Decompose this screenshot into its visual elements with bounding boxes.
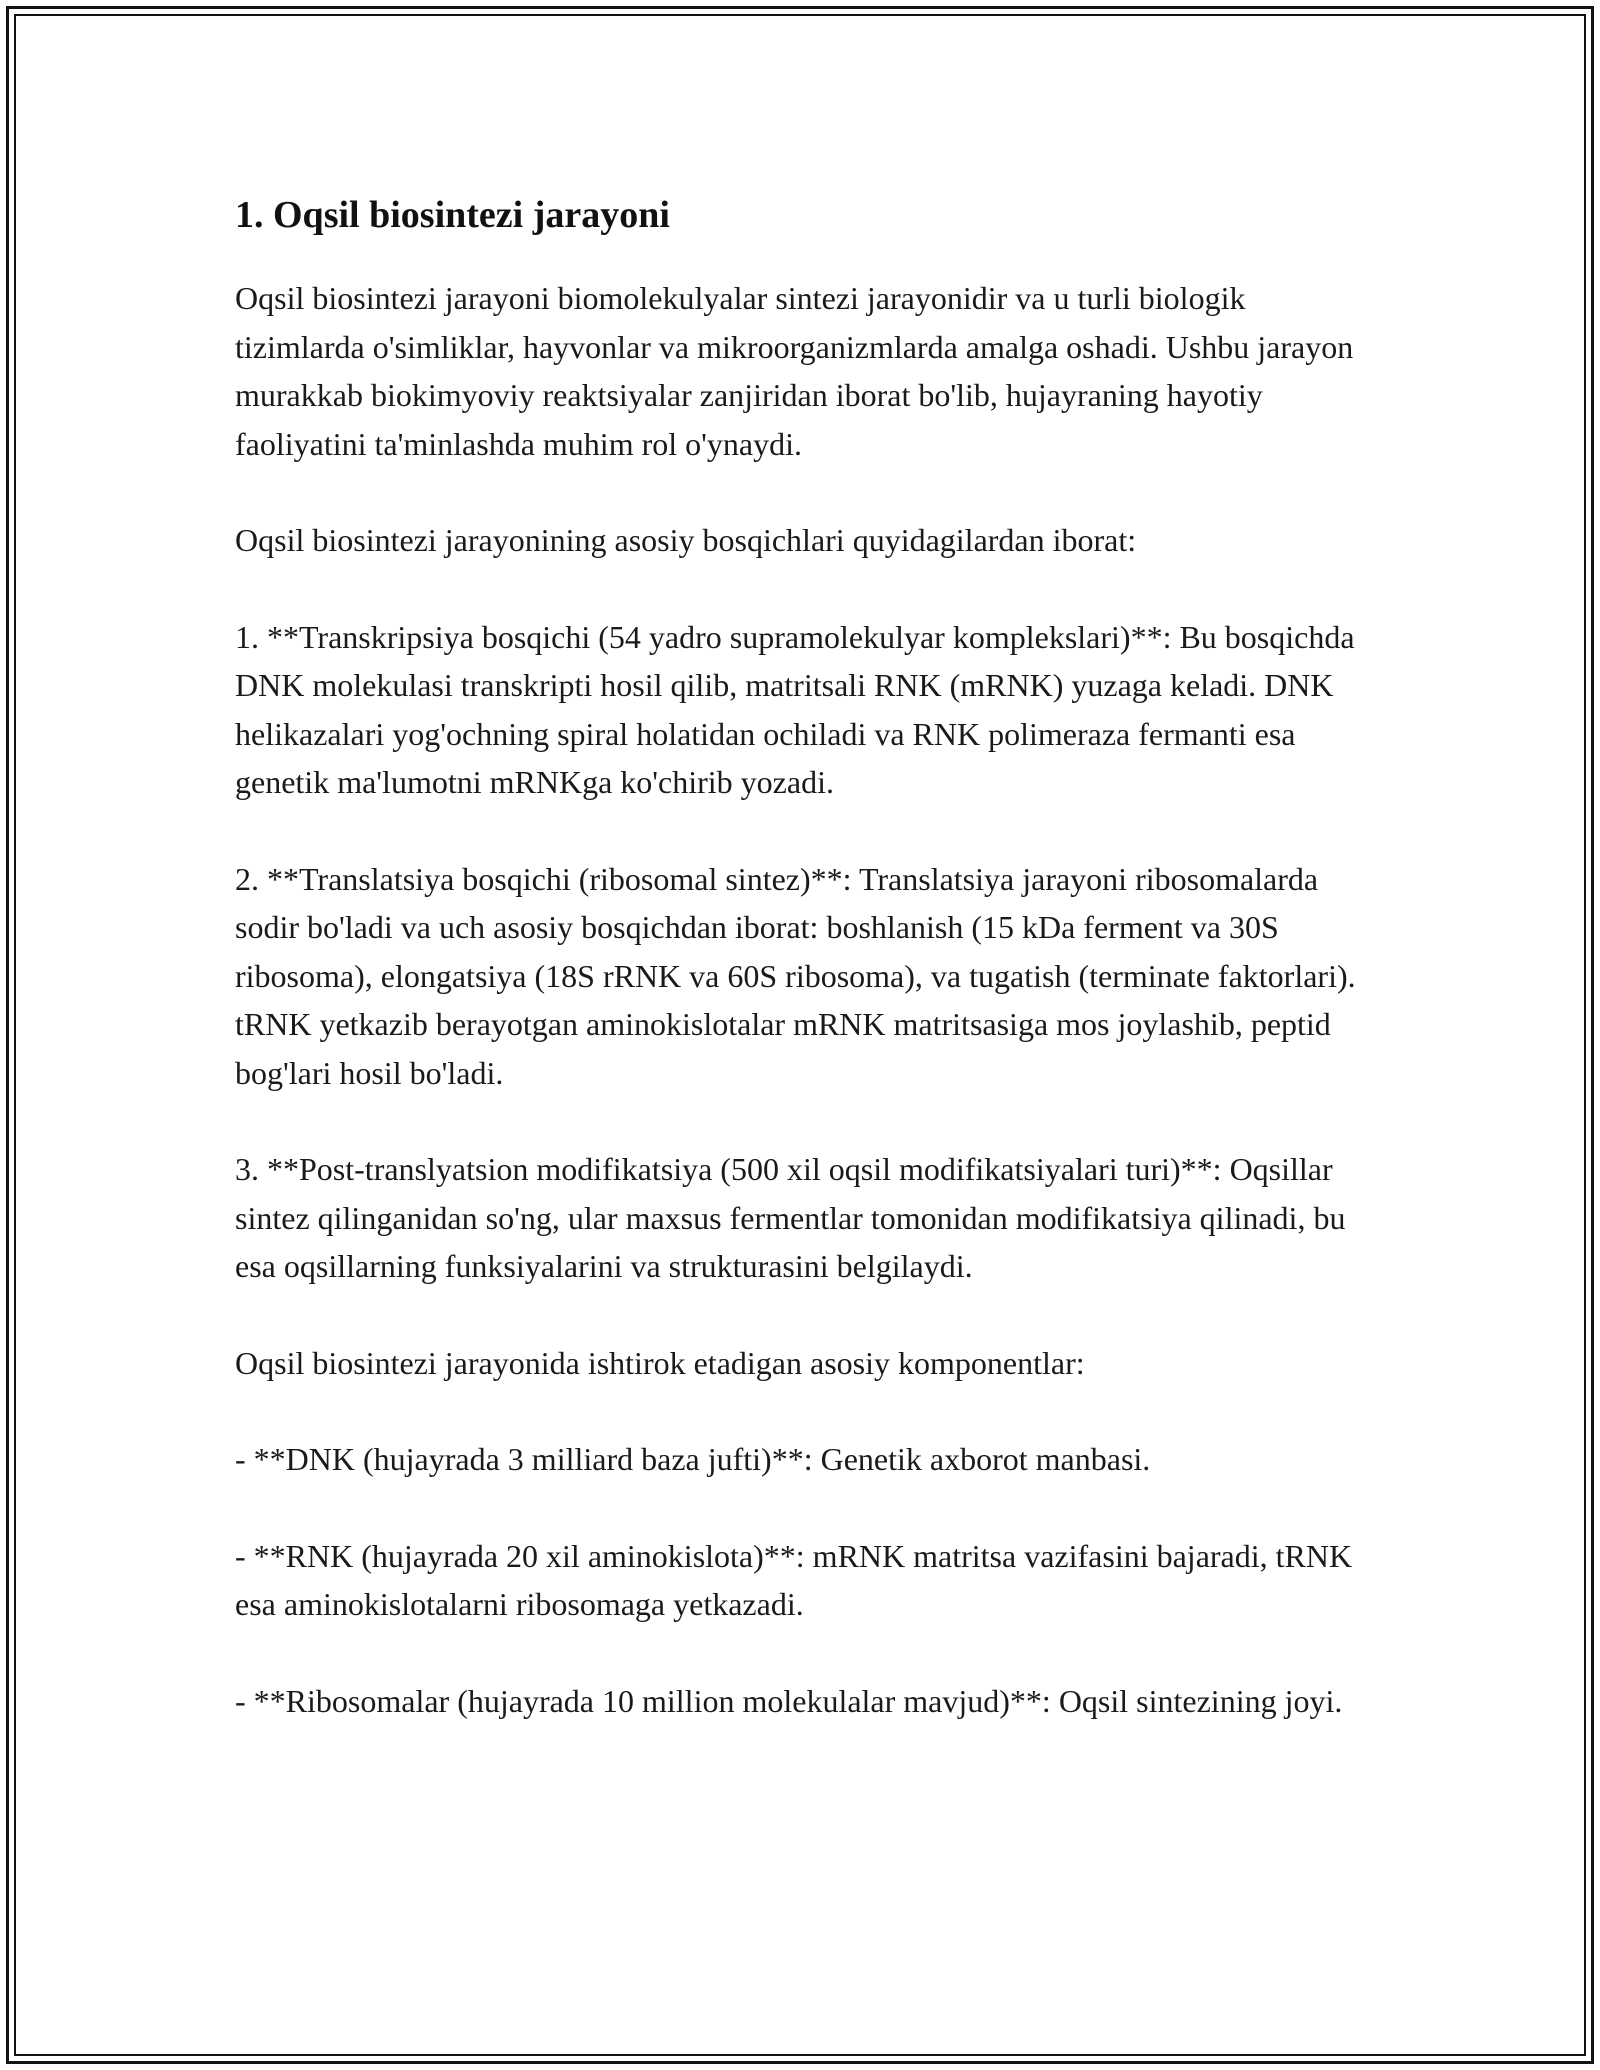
document-body <box>235 188 1375 1725</box>
component-dna-paragraph: - **DNK (hujayrada 3 milliard baza jufti)**: Genetik axborot manbasi. <box>235 1441 1151 1477</box>
section-heading: 1. Oqsil biosintezi jarayoni <box>235 194 670 236</box>
stages-intro-paragraph: Oqsil biosintezi jarayonining asosiy bosqichlari quyidagilardan iborat: <box>235 522 1137 558</box>
component-ribosome-paragraph: - **Ribosomalar (hujayrada 10 million molekulalar mavjud)**: Oqsil sintezining joyi. <box>235 1682 1343 1719</box>
component-rna-paragraph: - **RNK (hujayrada 20 xil aminokislota)**: mRNK matritsa vazifasini bajaradi, tRNK esa aminokislotalarni ribosomaga yetkazadi. <box>235 1537 1353 1622</box>
intro-paragraph: Oqsil biosintezi jarayoni biomolekulyalar sintezi jarayonidir va u turli biologik tizimlarda o'simliklar, hayvonlar va mikroorganizmlarda amalga oshadi. Ushbu jarayon murakkab biokimyoviy reaktsiyalar zanjiridan iborat bo'lib, hujayraning hayotiy faoliyatini ta'minlashda muhim rol o'ynaydi. <box>235 280 1354 462</box>
components-intro-paragraph: Oqsil biosintezi jarayonida ishtirok etadigan asosiy komponentlar: <box>235 1344 1085 1381</box>
stage-modification-paragraph: 3. **Post-translyatsion modifikatsiya (500 xil oqsil modifikatsiyalari turi)**: Oqsillar sintez qilinganidan so'ng, ular maxsus fermentlar tomonidan modifikatsiya qilinadi, bu esa oqsillarning funksiyalarini va strukturasini belgilaydi. <box>235 1151 1346 1284</box>
stage-translation-paragraph: 2. **Translatsiya bosqichi (ribosomal sintez)**: Translatsiya jarayoni ribosomalarda sodir bo'ladi va uch asosiy bosqichdan iborat: boshlanish (15 kDa ferment va 30S ribosoma), elongatsiya (18S rRNK va 60S ribosoma), va tugatish (terminate faktorlari). tRNK yetkazib berayotgan aminokislotalar mRNK matritsasiga mos joylashib, peptid bog'lari hosil bo'ladi. <box>235 860 1356 1091</box>
stage-transcription-paragraph: 1. **Transkripsiya bosqichi (54 yadro supramolekulyar komplekslari)**: Bu bosqichda DNK molekulasi transkripti hosil qilib, matritsali RNK (mRNK) yuzaga keladi. DNK helikazalari yog'ochning spiral holatidan ochiladi va RNK polimeraza fermanti esa genetik ma'lumotni mRNKga ko'chirib yozadi. <box>235 618 1355 800</box>
